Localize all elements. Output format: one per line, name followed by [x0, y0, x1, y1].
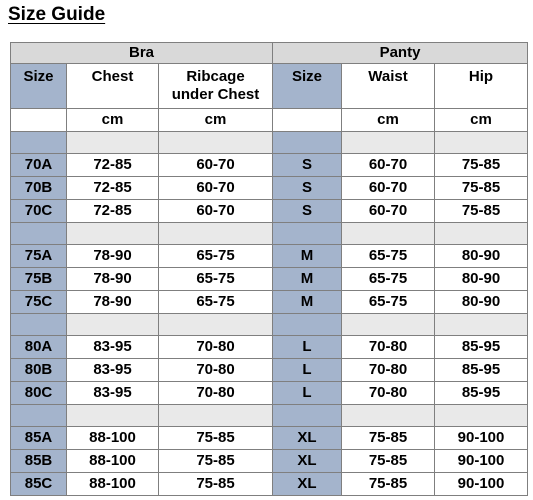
- cell-panty-size: L: [273, 359, 342, 382]
- units-size-cell: [11, 109, 67, 132]
- spacer-cell: [159, 132, 273, 154]
- spacer-cell: [273, 314, 342, 336]
- spacer-cell: [273, 132, 342, 154]
- cell-waist: 70-80: [342, 359, 435, 382]
- cell-hip: 80-90: [435, 291, 528, 314]
- cell-ribcage: 65-75: [159, 268, 273, 291]
- cell-waist: 70-80: [342, 336, 435, 359]
- cell-bra-size: 70B: [11, 177, 67, 200]
- table-row: [11, 245, 528, 268]
- table-row: [11, 336, 528, 359]
- spacer-cell: [67, 223, 159, 245]
- spacer-row: [11, 314, 528, 336]
- cell-panty-size: M: [273, 291, 342, 314]
- spacer-cell: [342, 223, 435, 245]
- table-row: [11, 154, 528, 177]
- table-row: [11, 473, 528, 496]
- cell-waist: 70-80: [342, 382, 435, 405]
- spacer-cell: [159, 223, 273, 245]
- cell-hip: 90-100: [435, 450, 528, 473]
- cell-waist: 75-85: [342, 450, 435, 473]
- cell-bra-size: 75B: [11, 268, 67, 291]
- cell-bra-size: 80A: [11, 336, 67, 359]
- cell-waist: 75-85: [342, 427, 435, 450]
- spacer-cell: [67, 405, 159, 427]
- cell-hip: 75-85: [435, 200, 528, 223]
- cell-ribcage: 60-70: [159, 200, 273, 223]
- spacer-cell: [342, 405, 435, 427]
- cell-chest: 78-90: [67, 291, 159, 314]
- cell-ribcage: 65-75: [159, 245, 273, 268]
- header-ribcage-line2: under Chest: [171, 86, 260, 103]
- cell-bra-size: 70C: [11, 200, 67, 223]
- cell-ribcage: 60-70: [159, 154, 273, 177]
- cell-waist: 60-70: [342, 154, 435, 177]
- spacer-cell: [435, 132, 528, 154]
- cell-chest: 83-95: [67, 359, 159, 382]
- cell-chest: 88-100: [67, 450, 159, 473]
- spacer-cell: [11, 132, 67, 154]
- group-bra: Bra: [11, 43, 273, 64]
- table-row: [11, 382, 528, 405]
- cell-waist: 65-75: [342, 291, 435, 314]
- table-row: [11, 359, 528, 382]
- cell-waist: 65-75: [342, 268, 435, 291]
- spacer-cell: [159, 314, 273, 336]
- cell-chest: 83-95: [67, 336, 159, 359]
- column-header-row: [11, 64, 528, 109]
- spacer-row: [11, 132, 528, 154]
- cell-hip: 75-85: [435, 177, 528, 200]
- cell-ribcage: 75-85: [159, 473, 273, 496]
- cell-chest: 78-90: [67, 245, 159, 268]
- units-panty-size-cell: [273, 109, 342, 132]
- cell-hip: 85-95: [435, 336, 528, 359]
- cell-bra-size: 70A: [11, 154, 67, 177]
- cell-panty-size: S: [273, 154, 342, 177]
- table-row: [11, 177, 528, 200]
- table-row: [11, 450, 528, 473]
- cell-panty-size: S: [273, 200, 342, 223]
- header-size: Size: [11, 64, 67, 109]
- spacer-cell: [435, 314, 528, 336]
- cell-panty-size: L: [273, 336, 342, 359]
- cell-bra-size: 85B: [11, 450, 67, 473]
- cell-panty-size: S: [273, 177, 342, 200]
- cell-panty-size: XL: [273, 473, 342, 496]
- cell-chest: 72-85: [67, 177, 159, 200]
- cell-panty-size: XL: [273, 450, 342, 473]
- cell-chest: 88-100: [67, 427, 159, 450]
- size-guide-table: [10, 42, 528, 496]
- cell-panty-size: XL: [273, 427, 342, 450]
- group-panty: Panty: [273, 43, 528, 64]
- cell-ribcage: 60-70: [159, 177, 273, 200]
- header-chest: Chest: [67, 64, 159, 109]
- unit-hip: cm: [435, 109, 528, 132]
- table-row: [11, 427, 528, 450]
- cell-chest: 72-85: [67, 154, 159, 177]
- cell-ribcage: 65-75: [159, 291, 273, 314]
- cell-ribcage: 70-80: [159, 336, 273, 359]
- unit-chest: cm: [67, 109, 159, 132]
- cell-panty-size: M: [273, 245, 342, 268]
- cell-ribcage: 75-85: [159, 427, 273, 450]
- cell-ribcage: 70-80: [159, 359, 273, 382]
- cell-ribcage: 70-80: [159, 382, 273, 405]
- header-waist: Waist: [342, 64, 435, 109]
- group-header-row: [11, 43, 528, 64]
- unit-waist: cm: [342, 109, 435, 132]
- cell-waist: 60-70: [342, 177, 435, 200]
- cell-waist: 65-75: [342, 245, 435, 268]
- spacer-cell: [11, 314, 67, 336]
- cell-hip: 75-85: [435, 154, 528, 177]
- cell-waist: 75-85: [342, 473, 435, 496]
- cell-bra-size: 80C: [11, 382, 67, 405]
- cell-hip: 85-95: [435, 359, 528, 382]
- spacer-cell: [11, 405, 67, 427]
- spacer-cell: [11, 223, 67, 245]
- header-hip: Hip: [435, 64, 528, 109]
- spacer-row: [11, 223, 528, 245]
- spacer-cell: [159, 405, 273, 427]
- cell-hip: 80-90: [435, 245, 528, 268]
- cell-hip: 90-100: [435, 473, 528, 496]
- spacer-cell: [273, 405, 342, 427]
- cell-waist: 60-70: [342, 200, 435, 223]
- cell-bra-size: 75A: [11, 245, 67, 268]
- cell-chest: 72-85: [67, 200, 159, 223]
- table-row: [11, 200, 528, 223]
- spacer-cell: [273, 223, 342, 245]
- spacer-cell: [435, 223, 528, 245]
- cell-chest: 78-90: [67, 268, 159, 291]
- cell-bra-size: 85A: [11, 427, 67, 450]
- cell-hip: 90-100: [435, 427, 528, 450]
- cell-bra-size: 85C: [11, 473, 67, 496]
- cell-bra-size: 75C: [11, 291, 67, 314]
- table-row: [11, 268, 528, 291]
- cell-chest: 88-100: [67, 473, 159, 496]
- units-row: [11, 109, 528, 132]
- cell-chest: 83-95: [67, 382, 159, 405]
- cell-panty-size: M: [273, 268, 342, 291]
- page-title: Size Guide: [8, 4, 106, 25]
- header-ribcage: [159, 64, 273, 109]
- spacer-cell: [67, 132, 159, 154]
- spacer-cell: [342, 132, 435, 154]
- unit-ribcage: cm: [159, 109, 273, 132]
- header-ribcage-line1: Ribcage: [186, 68, 245, 85]
- cell-bra-size: 80B: [11, 359, 67, 382]
- cell-hip: 85-95: [435, 382, 528, 405]
- table-row: [11, 291, 528, 314]
- cell-ribcage: 75-85: [159, 450, 273, 473]
- spacer-row: [11, 405, 528, 427]
- cell-hip: 80-90: [435, 268, 528, 291]
- cell-panty-size: L: [273, 382, 342, 405]
- spacer-cell: [342, 314, 435, 336]
- header-panty-size: Size: [273, 64, 342, 109]
- spacer-cell: [67, 314, 159, 336]
- spacer-cell: [435, 405, 528, 427]
